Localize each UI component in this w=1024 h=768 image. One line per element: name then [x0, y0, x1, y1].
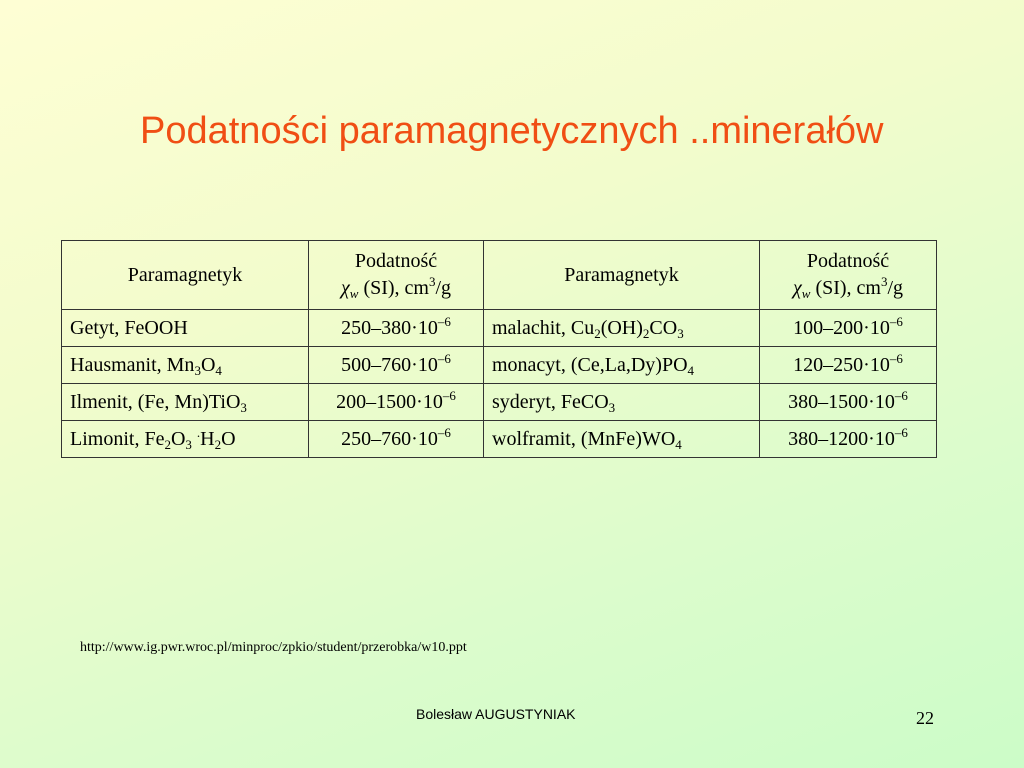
- formula-part: H: [200, 427, 215, 450]
- formula-part: (OH): [600, 316, 643, 339]
- header-susceptibility-label: Podatność: [806, 250, 890, 272]
- header-susceptibility-label: Podatność: [354, 250, 438, 272]
- mineral-name-left: [62, 347, 309, 384]
- formula-subscript: 2: [214, 436, 222, 452]
- table-row: [62, 384, 937, 421]
- value-exponent: –6: [889, 313, 903, 329]
- formula-subscript: 3: [677, 325, 684, 341]
- unit-suffix: /g: [887, 277, 904, 299]
- formula-part: O: [200, 353, 216, 376]
- unit-prefix: (SI), cm: [358, 277, 429, 299]
- value-exponent: –6: [894, 424, 908, 440]
- value-base: 250–380·10: [341, 316, 438, 339]
- header-susceptibility-right: [760, 241, 937, 310]
- susceptibility-value-left: [309, 310, 484, 347]
- susceptibility-table: [61, 240, 937, 458]
- slide-title: Podatności paramagnetycznych ..minerałów: [140, 110, 884, 152]
- formula-subscript: 2: [642, 325, 650, 341]
- header-paramagnet-left: [62, 241, 309, 310]
- susceptibility-value-right: [760, 310, 937, 347]
- value-exponent: –6: [437, 313, 451, 329]
- unit-prefix: (SI), cm: [810, 277, 881, 299]
- susceptibility-value-left: [309, 384, 484, 421]
- header-susceptibility-left: [309, 241, 484, 310]
- value-base: 380–1200·10: [788, 427, 895, 450]
- value-exponent: –6: [894, 387, 908, 403]
- formula-dot: .: [196, 424, 201, 440]
- mineral-name-right: [484, 421, 760, 458]
- mineral-name-left: [62, 310, 309, 347]
- value-exponent: –6: [889, 350, 903, 366]
- chi-symbol: χ: [792, 277, 802, 299]
- author-footer: Bolesław AUGUSTYNIAK: [416, 706, 576, 722]
- value-base: 500–760·10: [341, 353, 438, 376]
- table-row: [62, 310, 937, 347]
- chi-subscript: w: [349, 286, 359, 301]
- formula-subscript: 3: [185, 436, 192, 452]
- formula-part: Getyt, FeOOH: [70, 316, 188, 339]
- formula-subscript: 4: [215, 362, 222, 378]
- header-paramagnet-right: [484, 241, 760, 310]
- unit-exponent: 3: [428, 274, 436, 289]
- susceptibility-value-left: [309, 347, 484, 384]
- mineral-name-left: [62, 384, 309, 421]
- formula-subscript: 2: [164, 436, 171, 452]
- formula-part: syderyt, FeCO: [492, 390, 609, 413]
- value-exponent: –6: [437, 424, 451, 440]
- mineral-name-right: [484, 347, 760, 384]
- table-row: [62, 347, 937, 384]
- mineral-name-right: [484, 310, 760, 347]
- unit-exponent: 3: [880, 274, 888, 289]
- value-base: 200–1500·10: [336, 390, 443, 413]
- header-paramagnet-label: Paramagnetyk: [564, 263, 679, 286]
- formula-subscript: 4: [687, 362, 695, 378]
- value-exponent: –6: [442, 387, 456, 403]
- susceptibility-value-right: [760, 384, 937, 421]
- value-exponent: –6: [437, 350, 451, 366]
- formula-subscript: 2: [594, 325, 601, 341]
- formula-part: Hausmanit, Mn: [70, 353, 195, 376]
- page-number: 22: [916, 708, 934, 728]
- formula-subscript: 4: [675, 436, 682, 452]
- value-base: 120–250·10: [793, 353, 890, 376]
- formula-part: Ilmenit, (Fe, Mn)TiO: [70, 390, 241, 413]
- formula-part: malachit, Cu: [492, 316, 595, 339]
- header-paramagnet-label: Paramagnetyk: [127, 263, 243, 286]
- formula-part: wolframit, (MnFe)WO: [492, 427, 676, 450]
- value-base: 100–200·10: [793, 316, 890, 339]
- formula-subscript: 3: [194, 362, 201, 378]
- mineral-name-left: [62, 421, 309, 458]
- susceptibility-value-right: [760, 347, 937, 384]
- chi-subscript: w: [801, 286, 811, 301]
- source-url: http://www.ig.pwr.wroc.pl/minproc/zpkio/student/przerobka/w10.ppt: [80, 640, 467, 655]
- formula-subscript: 3: [608, 399, 616, 415]
- mineral-name-right: [484, 384, 760, 421]
- formula-part: O: [170, 427, 186, 450]
- unit-suffix: /g: [435, 277, 452, 299]
- value-base: 250–760·10: [341, 427, 438, 450]
- formula-part: Limonit, Fe: [70, 427, 165, 450]
- value-base: 380–1500·10: [788, 390, 895, 413]
- table-row: [62, 421, 937, 458]
- susceptibility-value-left: [309, 421, 484, 458]
- table-body: [62, 310, 937, 458]
- formula-part: monacyt, (Ce,La,Dy)PO: [492, 353, 688, 376]
- chi-symbol: χ: [340, 277, 350, 299]
- formula-subscript: 3: [240, 399, 247, 415]
- table-header-row: [62, 241, 937, 310]
- formula-part: CO: [649, 316, 678, 339]
- susceptibility-value-right: [760, 421, 937, 458]
- formula-part: O: [221, 427, 236, 450]
